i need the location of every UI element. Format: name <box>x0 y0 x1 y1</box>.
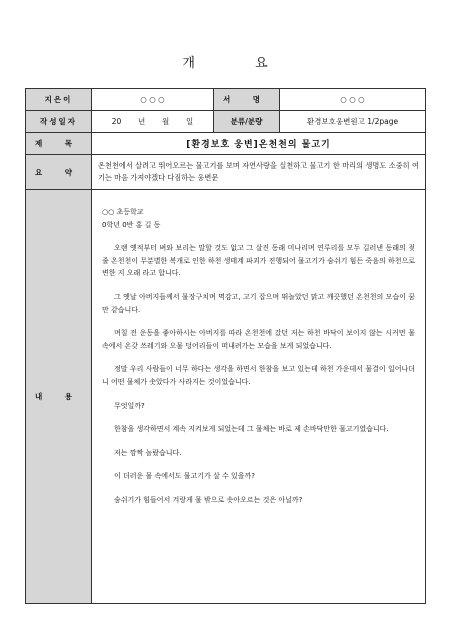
content-paragraph-8: 이 더러운 물 속에서도 물고기가 살 수 있을까? <box>114 472 256 481</box>
content-paragraph-3: 며칠 전 운동을 좋아하시는 아버지를 따라 온천천에 갔던 저는 하천 바닥이 보이지 않는 시커먼 물 속에서 온갖 쓰레기와 오물 덩어리들이 떠내려가는 모습을 보게 되었습니다. <box>102 329 415 350</box>
category-label: 분류/분량 <box>214 111 280 133</box>
content-paragraph-6: 한참을 생각하면서 계속 지켜보게 되었는데 그 물체는 바로 제 손바닥만한 물고기였습니다. <box>114 425 389 434</box>
subject-value: [환경보호 웅변]온천천의 물고기 <box>92 133 426 155</box>
content-paragraph-5: 무엇일까? <box>114 401 145 410</box>
content-row <box>26 190 426 604</box>
content-school: ○○ 초등학교 <box>102 208 144 216</box>
summary-value: 온천천에서 살려고 뛰어오르는 물고기를 보며 자연사랑을 실천하고 물고기 한 마리의 생명도 소중히 여기는 마음 가져야겠다 다짐하는 웅변문 <box>92 155 426 190</box>
document-form <box>25 88 426 604</box>
content-body <box>92 190 426 604</box>
author-row <box>26 89 426 111</box>
summary-label: 요 약 <box>26 155 92 190</box>
date-value: 20 년 월 일 <box>92 111 214 133</box>
author-value: ○ ○ ○ <box>92 89 214 111</box>
date-row <box>26 111 426 133</box>
subject-row <box>26 133 426 155</box>
category-value: 환경보호웅변원고 1/2page <box>280 111 426 133</box>
subject-label: 제 목 <box>26 133 92 155</box>
content-paragraph-4: 정말 우리 사람들이 너무 하다는 생각을 하면서 한참을 보고 있는데 하천 가운데서 물결이 일어나더니 어떤 물체가 솟았다가 사라지는 것이었습니다. <box>102 365 415 386</box>
content-paragraph-2: 그 옛날 아버지들께서 물장구치며 멱감고, 고기 잡으며 뛰놀았던 맑고 깨끗했던 온천천의 모습이 꿈만 같습니다. <box>102 292 415 314</box>
signature-value: ○ ○ ○ <box>280 89 426 111</box>
content-student: 0학년 0반 홍 길 동 <box>102 220 161 229</box>
content-paragraph-9: 숨쉬기가 힘들어서 겨랑게 물 밖으로 솟아오르는 것은 아닐까? <box>114 495 303 504</box>
summary-row <box>26 155 426 190</box>
page-title: 개 요 <box>182 56 296 71</box>
signature-label: 서 명 <box>214 89 280 111</box>
date-label: 작성일자 <box>26 111 92 133</box>
content-label: 내 용 <box>26 190 92 604</box>
content-paragraph-7: 저는 깜짝 놀랐습니다. <box>114 448 182 457</box>
content-paragraph-1: 오랜 옛적부터 벼와 보리는 말할 것도 없고 그 살진 동래 미나리며 연루리를 모두 길러낸 동래의 젖줄 온천천이 무분별한 복개로 인한 하천 생태계 파괴가 진행되어 물고기가 숨쉬기 힘든 죽음의 하천으로 변한 지 오래 라고 합니다. <box>102 244 415 278</box>
author-label: 지은이 <box>26 89 92 111</box>
